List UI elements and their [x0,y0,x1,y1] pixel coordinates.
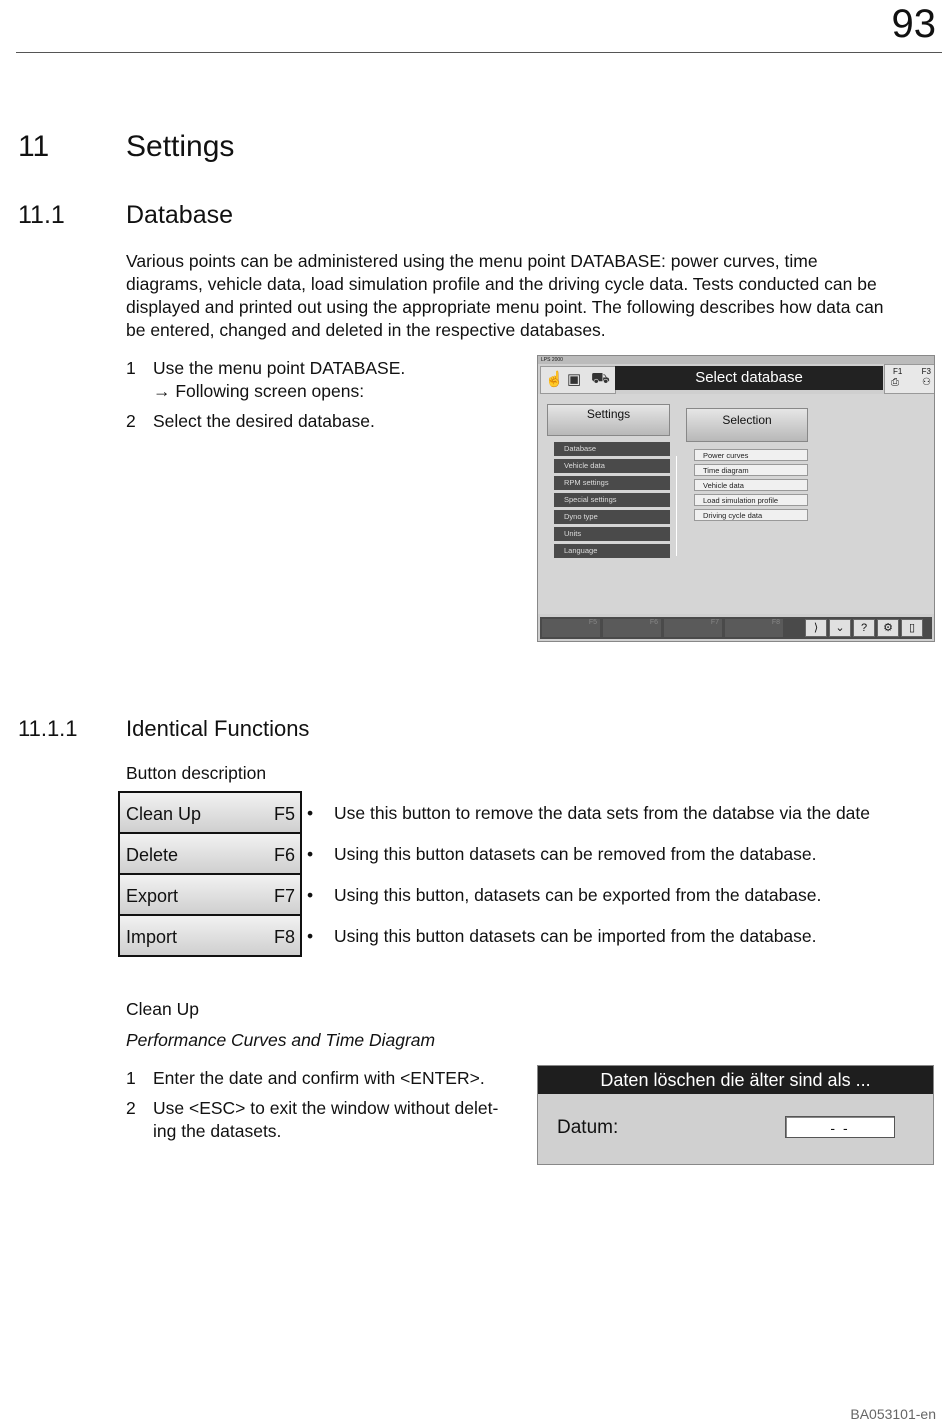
car-icon[interactable]: ⛟ [591,370,610,387]
settings-item-database[interactable]: Database [554,442,670,456]
settings-header: Settings [547,404,670,436]
exit-icon[interactable]: ▯ [901,619,923,637]
selection-header: Selection [686,408,808,442]
connector-line [676,456,691,556]
function-key-bar [540,617,932,639]
function-indicator: F1 F3 ⎙ ⚇ [884,364,935,394]
cleanup-title: Clean Up [126,999,199,1019]
section-title: Settings [126,130,235,163]
intro-paragraph [126,250,941,342]
subsubsection-title: Identical Functions [126,716,310,741]
delete-button[interactable]: Delete F6 [120,834,300,875]
menu-panel [538,394,934,614]
engine-icon[interactable]: ▣ [567,371,582,388]
print-icon: ⎙ [891,377,899,388]
selection-item-vehicle-data[interactable]: Vehicle data [694,479,808,491]
app-topbar: LPS 2000 [538,356,934,364]
hand-icon[interactable]: ☝ [545,371,564,388]
screen-title: Select database [615,366,883,390]
toolbar-icons [540,366,616,394]
intro-line: diagrams, vehicle data, load simulation profile and the driving cycle data. Tests conducted can be [126,274,877,294]
import-button[interactable]: Import F8 [120,916,300,955]
f8-key[interactable]: F8 [725,619,783,637]
delete-older-dialog [537,1065,934,1165]
settings-item-rpm-settings[interactable]: RPM settings [554,476,670,490]
document-code: BA053101-en [850,1406,936,1422]
f6-key[interactable]: F6 [603,619,661,637]
f5-key[interactable]: F5 [542,619,600,637]
settings-item-vehicle-data[interactable]: Vehicle data [554,459,670,473]
selection-item-power-curves[interactable]: Power curves [694,449,808,461]
page-number: 93 [891,2,936,46]
settings-item-dyno-type[interactable]: Dyno type [554,510,670,524]
help-icon[interactable]: ? [853,619,875,637]
intro-line: Various points can be administered using the menu point DATABASE: power curves, time [126,251,818,271]
section-number: 11 [18,130,50,163]
date-label: Datum: [557,1117,619,1138]
dialog-title: Daten löschen die älter sind als ... [538,1066,933,1094]
date-input[interactable]: - - [785,1116,895,1138]
up-arrow-icon[interactable]: ⟩ [805,619,827,637]
intro-line: displayed and printed out using the appropriate menu point. The following describes how data can [126,297,884,317]
f7-key[interactable]: F7 [664,619,722,637]
select-database-screenshot [537,355,935,642]
settings-item-units[interactable]: Units [554,527,670,541]
button-table [118,791,302,957]
settings-item-special-settings[interactable]: Special settings [554,493,670,507]
subsection-title: Database [126,201,234,229]
button-description-title: Button description [126,763,267,783]
selection-item-load-simulation-profile[interactable]: Load simulation profile [694,494,808,506]
down-arrow-icon[interactable]: ⌄ [829,619,851,637]
car-small-icon: ⚇ [922,377,931,388]
intro-line: be entered, changed and deleted in the respective databases. [126,320,606,340]
settings-item-language[interactable]: Language [554,544,670,558]
cleanup-button[interactable]: Clean Up F5 [120,793,300,834]
cleanup-subtitle: Performance Curves and Time Diagram [126,1030,436,1050]
dyno-icon[interactable]: ⚙ [877,619,899,637]
subsection-number: 11.1 [18,201,65,229]
selection-item-time-diagram[interactable]: Time diagram [694,464,808,476]
subsubsection-number: 11.1.1 [18,716,78,741]
export-button[interactable]: Export F7 [120,875,300,916]
selection-item-driving-cycle-data[interactable]: Driving cycle data [694,509,808,521]
header-rule [16,52,942,53]
